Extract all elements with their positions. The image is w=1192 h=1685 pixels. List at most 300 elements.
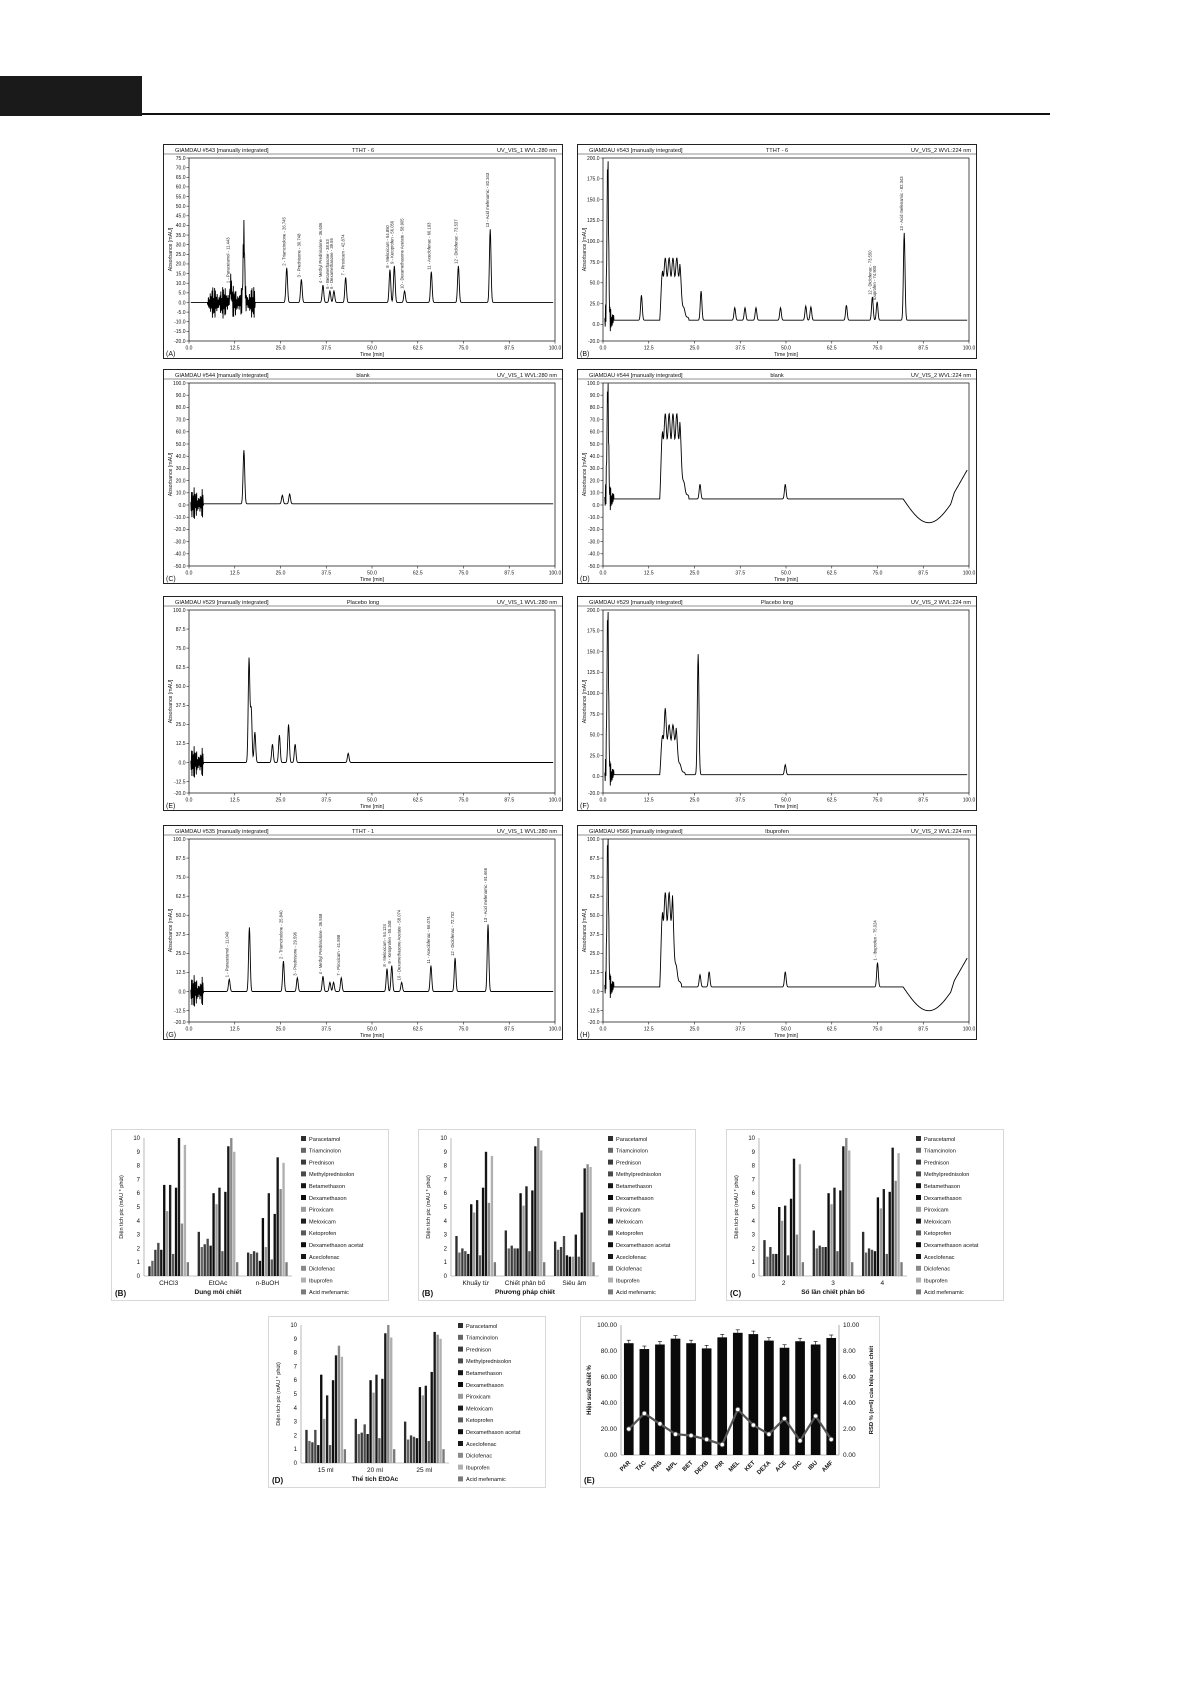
legend-label: Prednison [924, 1160, 950, 1167]
y-tick-label: 37.5 [175, 932, 186, 939]
bar [516, 1248, 518, 1276]
x-category-label: Siêu âm [562, 1280, 587, 1287]
bar-chart-svg [112, 1130, 388, 1300]
bar [889, 1192, 891, 1276]
y-tick-label: 9 [751, 1149, 755, 1156]
legend-label: Dexamethason acetat [309, 1243, 364, 1249]
y-right-tick-label: 10.00 [843, 1322, 860, 1329]
bar-chart-solvent [111, 1129, 389, 1301]
legend-swatch [916, 1254, 921, 1259]
x-axis-title: Thể tích EtOAc [351, 1476, 399, 1483]
bar [259, 1261, 261, 1276]
y-tick-label: 60.0 [175, 184, 186, 191]
y-tick-label: -20.0 [588, 338, 600, 345]
y-tick-label: 62.5 [589, 893, 600, 900]
x-tick-label: 37.5 [321, 570, 332, 577]
bar [494, 1262, 496, 1276]
bar [464, 1251, 466, 1276]
bar [781, 1221, 783, 1276]
y-tick-label: 25.0 [175, 252, 186, 259]
legend-label: Triamcinolon [616, 1148, 648, 1155]
legend-label: Betamethason [616, 1184, 653, 1190]
legend-label: Piroxicam [616, 1207, 641, 1214]
bar [151, 1261, 153, 1276]
legend-swatch [608, 1183, 613, 1188]
legend-swatch [458, 1476, 463, 1481]
x-tick-label: 75.0 [872, 1026, 883, 1033]
legend-label: Betamethason [466, 1371, 503, 1377]
y-tick-label: 80.0 [589, 405, 600, 412]
legend-swatch [608, 1278, 613, 1283]
bar [236, 1262, 238, 1276]
y-tick-label: 5.0 [178, 290, 186, 297]
legend-label: Prednison [309, 1160, 335, 1167]
y-tick-label: -20.0 [174, 1019, 186, 1026]
peak-label: 4 - Methyl Prednisolone - 36.558 [317, 913, 323, 975]
peak-label: 7 - Piroxicam - 42.874 [340, 234, 346, 276]
legend-swatch [458, 1382, 463, 1387]
x-tick-label: 87.5 [918, 797, 929, 804]
chromatogram-d [577, 369, 977, 584]
y-tick-label: 6 [293, 1378, 297, 1385]
bar [366, 1434, 368, 1463]
bar [848, 1150, 850, 1276]
bar [233, 1152, 235, 1276]
legend-swatch [608, 1195, 613, 1200]
bar [178, 1138, 180, 1276]
bar-chart-volume [268, 1316, 546, 1488]
x-tick-label: 87.5 [918, 345, 929, 352]
y-tick-label: 20.0 [175, 261, 186, 268]
x-tick-label: 12.5 [229, 1026, 240, 1033]
y-tick-label: 150.0 [586, 197, 600, 204]
bar [482, 1188, 484, 1276]
legend-label: Piroxicam [924, 1207, 949, 1214]
x-category-label: DIC [791, 1460, 804, 1472]
x-tick-label: 62.5 [826, 1026, 837, 1033]
x-tick-label: 50.0 [367, 570, 377, 577]
legend-label: Dexamethason acetat [924, 1243, 979, 1249]
y-tick-label: 100.0 [172, 607, 186, 614]
bar [332, 1380, 334, 1463]
bar [830, 1204, 832, 1276]
y-tick-label: 10 [748, 1136, 755, 1142]
legend-swatch [916, 1171, 921, 1176]
bar [778, 1207, 780, 1276]
yield-bar [624, 1343, 634, 1455]
x-tick-label: 0.0 [185, 345, 193, 352]
rsd-marker [782, 1416, 786, 1420]
rsd-marker [736, 1407, 740, 1411]
rsd-marker [627, 1427, 631, 1431]
bar [784, 1206, 786, 1276]
y-tick-label: 12.5 [589, 970, 600, 977]
bar [891, 1148, 893, 1276]
y-tick-label: 5 [751, 1205, 755, 1211]
legend-label: Betamethason [924, 1184, 961, 1190]
bar [209, 1246, 211, 1276]
bar [375, 1375, 377, 1463]
header-left: GIAMDAU #529 [manually integrated] [175, 600, 269, 606]
y-tick-label: 1 [751, 1260, 755, 1267]
y-tick-label: 100.0 [586, 380, 600, 387]
x-tick-label: 25.0 [689, 345, 700, 352]
panel-frame [578, 597, 977, 811]
yield-bar [749, 1334, 759, 1455]
legend-label: Ibuprofen [616, 1278, 640, 1285]
y-tick-label: 25.0 [589, 951, 600, 958]
x-tick-label: 12.5 [229, 570, 240, 577]
bar [763, 1240, 765, 1276]
bar [166, 1211, 168, 1276]
legend-label: Dexamethason [309, 1195, 347, 1202]
y-tick-label: 45.0 [175, 213, 186, 220]
y-tick-label: 0.0 [592, 502, 600, 509]
yield-bar [795, 1341, 805, 1455]
rsd-marker [767, 1432, 771, 1436]
y-left-tick-label: 60.00 [600, 1374, 617, 1381]
bar [851, 1262, 853, 1276]
panel-tag: (D) [580, 576, 590, 583]
legend-swatch [916, 1195, 921, 1200]
y-tick-label: 10.0 [175, 281, 186, 288]
y-tick-label: 0.0 [178, 502, 186, 509]
y-tick-label: 0 [136, 1274, 140, 1280]
y-tick-label: 87.5 [175, 626, 186, 633]
x-tick-label: 37.5 [735, 345, 746, 352]
bar [485, 1152, 487, 1276]
bar [198, 1232, 200, 1276]
legend-swatch [301, 1278, 306, 1283]
y-tick-label: 8 [751, 1163, 755, 1170]
legend-swatch [916, 1230, 921, 1235]
panel-frame [578, 145, 977, 359]
yield-bar [733, 1333, 743, 1455]
x-axis-label: Time [min] [773, 1033, 799, 1039]
y-tick-label: 50.0 [589, 732, 600, 739]
bar [250, 1254, 252, 1276]
y-tick-label: -12.5 [174, 779, 186, 786]
y-tick-label: 20.0 [589, 478, 600, 485]
bar [511, 1246, 513, 1276]
header-rule [142, 113, 1050, 115]
y-left-tick-label: 80.00 [600, 1348, 617, 1355]
legend-swatch [916, 1278, 921, 1283]
legend-swatch [608, 1254, 613, 1259]
panel-tag: (D) [272, 1476, 284, 1485]
panel-tag: (H) [580, 1032, 590, 1039]
y-tick-label: 175.0 [586, 176, 600, 183]
x-tick-label: 37.5 [321, 345, 332, 352]
peak-label: 5 - Betamethasone - 38.53 [324, 239, 330, 289]
bar [540, 1150, 542, 1276]
panel-tag: (C) [166, 576, 176, 583]
chromatogram-svg [163, 596, 563, 811]
y-tick-label: -50.0 [174, 563, 186, 570]
y-tick-label: 87.5 [175, 855, 186, 862]
bar [476, 1200, 478, 1276]
x-tick-label: 62.5 [826, 797, 837, 804]
y-tick-label: 25.0 [175, 722, 186, 729]
peak-label: 11 - Aceclofenac - 66.074 [425, 916, 431, 964]
legend-label: Ibuprofen [466, 1465, 490, 1472]
y-tick-label: 50.0 [175, 684, 186, 691]
bar [355, 1419, 357, 1463]
x-category-label: BET [681, 1460, 695, 1473]
y-tick-label: 6 [443, 1191, 447, 1198]
panel-frame [164, 370, 563, 584]
y-tick-label: 70.0 [589, 417, 600, 424]
x-tick-label: 25.0 [275, 570, 286, 577]
y-tick-label: 1 [443, 1260, 447, 1267]
combo-chart-svg [581, 1317, 879, 1487]
x-category-label: AMF [821, 1460, 835, 1474]
legend-swatch [301, 1195, 306, 1200]
legend-label: Diclofenac [466, 1453, 493, 1460]
y-tick-label: 7 [136, 1177, 140, 1184]
x-axis-label: Time [min] [359, 804, 385, 810]
chromatogram-svg [163, 825, 563, 1040]
rsd-marker [658, 1422, 662, 1426]
y-axis-label: Absorbance [mAU] [168, 908, 174, 953]
y-tick-label: -10.0 [174, 319, 186, 326]
x-tick-label: 50.0 [781, 1026, 791, 1033]
x-category-label: 2 [781, 1280, 786, 1287]
legend-swatch [301, 1254, 306, 1259]
legend-label: Ibuprofen [924, 1278, 948, 1285]
header-left: GIAMDAU #543 [manually integrated] [589, 148, 683, 154]
y-tick-label: -40.0 [588, 551, 600, 558]
y-tick-label: 100.0 [586, 836, 600, 843]
y-right-tick-label: 4.00 [843, 1400, 856, 1407]
bar [335, 1355, 337, 1463]
y-tick-label: 7 [293, 1364, 297, 1371]
bar [215, 1204, 217, 1276]
legend-label: Diclofenac [616, 1266, 643, 1273]
corner-black-tab [0, 76, 142, 116]
legend-swatch [916, 1148, 921, 1153]
peak-label: 8 - Meloxicam - 54.850 [384, 225, 390, 268]
legend-swatch [458, 1453, 463, 1458]
bar [578, 1257, 580, 1276]
peak-label: 3 - Prednisone - 29.596 [292, 932, 298, 976]
legend-label: Ketoprofen [616, 1231, 644, 1238]
combo-chart-yield-rsd [580, 1316, 880, 1488]
peak-label: 10 - Dexamethasone Acetate - 58.074 [396, 909, 402, 981]
x-axis-label: Time [min] [773, 352, 799, 358]
y-tick-label: -20.0 [588, 527, 600, 534]
bar [467, 1254, 469, 1276]
chromatogram-svg [577, 596, 977, 811]
bar [253, 1251, 255, 1276]
bar [169, 1185, 171, 1276]
bar [282, 1163, 284, 1276]
bar [204, 1244, 206, 1276]
y-tick-label: 0.0 [592, 774, 600, 781]
x-tick-label: 87.5 [918, 1026, 929, 1033]
x-tick-label: 50.0 [367, 797, 377, 804]
legend-swatch [301, 1148, 306, 1153]
y-tick-label: -5.0 [176, 309, 186, 316]
bar [824, 1247, 826, 1276]
legend-label: Acid mefenamic [616, 1290, 656, 1297]
x-tick-label: 75.0 [458, 797, 469, 804]
y-tick-label: 0.0 [178, 300, 186, 307]
bar [461, 1248, 463, 1276]
legend-swatch [608, 1160, 613, 1165]
x-category-label: PNS [650, 1460, 664, 1474]
x-tick-label: 87.5 [504, 570, 515, 577]
y-tick-label: 7 [443, 1177, 447, 1184]
y-tick-label: 8 [136, 1163, 140, 1170]
x-category-label: MPL [665, 1460, 679, 1474]
x-tick-label: 50.0 [781, 570, 791, 577]
header-right: UV_VIS_1 WVL:280 nm [496, 373, 557, 379]
y-tick-label: 5 [293, 1392, 297, 1398]
y-tick-label: 0.0 [178, 760, 186, 767]
bar [416, 1438, 418, 1463]
y-tick-label: -20.0 [174, 338, 186, 345]
bar [308, 1441, 310, 1463]
y-tick-label: 75.0 [175, 874, 186, 881]
bar-chart-svg [419, 1130, 695, 1300]
x-tick-label: 100.0 [548, 570, 562, 577]
header-mid: TTHT - 1 [351, 829, 375, 835]
y-tick-label: 2 [443, 1246, 447, 1253]
y-tick-label: -40.0 [174, 551, 186, 558]
legend-label: Piroxicam [466, 1394, 491, 1401]
bar [439, 1339, 441, 1463]
bar [589, 1167, 591, 1276]
bar [522, 1206, 524, 1276]
x-category-label: DEXA [756, 1460, 773, 1477]
y-tick-label: 90.0 [175, 393, 186, 399]
y-tick-label: 50.0 [175, 203, 186, 210]
y-axis-label: Diện tích pic (mAU * phút) [276, 1362, 282, 1426]
rsd-marker [704, 1437, 708, 1441]
x-tick-label: 87.5 [504, 1026, 515, 1033]
y-tick-label: 40.0 [175, 223, 186, 230]
x-tick-label: 62.5 [826, 570, 837, 577]
y-tick-label: -20.0 [588, 790, 600, 797]
y-tick-label: 12.5 [175, 741, 186, 748]
bar [378, 1438, 380, 1463]
legend-swatch [608, 1148, 613, 1153]
bar [796, 1235, 798, 1276]
y-tick-label: 10 [290, 1323, 297, 1329]
legend-label: Ketoprofen [924, 1231, 952, 1238]
bar [442, 1449, 444, 1463]
legend-swatch [301, 1242, 306, 1247]
bar [326, 1395, 328, 1463]
peak-label: 12 - Diclofenac - 73.550 [867, 250, 873, 295]
legend-swatch [916, 1207, 921, 1212]
y-tick-label: 55.0 [175, 194, 186, 201]
header-mid: blank [356, 373, 370, 379]
legend-swatch [608, 1230, 613, 1235]
bar [172, 1254, 174, 1276]
peak-label: 8 - Meloxicam - 54.124 [382, 924, 388, 967]
y-left-tick-label: 0.00 [604, 1452, 617, 1459]
y-tick-label: -20.0 [174, 790, 186, 797]
x-category-label: CHCl3 [159, 1280, 179, 1287]
bar [787, 1255, 789, 1276]
bar [543, 1262, 545, 1276]
bar [772, 1254, 774, 1276]
bar [181, 1224, 183, 1276]
bar [381, 1379, 383, 1463]
bar [279, 1189, 281, 1276]
y-axis-label: Diện tích pic (mAU * phút) [119, 1175, 125, 1239]
header-right: UV_VIS_2 WVL:224 nm [910, 373, 971, 379]
bar [790, 1199, 792, 1276]
legend-label: Methylprednisolon [466, 1359, 512, 1366]
bar [311, 1442, 313, 1463]
y-tick-label: 3 [751, 1232, 755, 1239]
yield-bar [655, 1345, 665, 1456]
y-tick-label: 50.0 [175, 913, 186, 920]
header-mid: Ibuprofen [765, 829, 789, 835]
legend-swatch [458, 1370, 463, 1375]
bar [775, 1254, 777, 1276]
y-tick-label: 3 [136, 1232, 140, 1239]
y-tick-label: 15.0 [175, 271, 186, 278]
bar [160, 1250, 162, 1276]
y-tick-label: 0.0 [592, 322, 600, 329]
legend-label: Dexamethason [924, 1195, 962, 1202]
bar [317, 1445, 319, 1463]
peak-label: Ibuprofen - 74.900 [872, 265, 878, 300]
x-category-label: 25 ml [416, 1467, 433, 1474]
bar [566, 1255, 568, 1276]
x-tick-label: 0.0 [185, 570, 193, 577]
bar [557, 1250, 559, 1276]
bar [413, 1437, 415, 1463]
legend-swatch [301, 1289, 306, 1294]
x-tick-label: 87.5 [504, 797, 515, 804]
y-tick-label: 37.5 [175, 703, 186, 710]
y-tick-label: -30.0 [588, 539, 600, 546]
y-tick-label: 9 [136, 1149, 140, 1156]
x-category-label: 20 ml [367, 1467, 383, 1474]
bar [799, 1164, 801, 1276]
x-tick-label: 75.0 [872, 345, 883, 352]
x-tick-label: 0.0 [599, 570, 607, 577]
legend-label: Meloxicam [466, 1406, 493, 1413]
peak-label: 1 - Ibuprofen - 75.024 [872, 920, 878, 961]
bar [865, 1253, 867, 1276]
bar [247, 1253, 249, 1276]
legend-label: Triamcinolon [309, 1148, 341, 1155]
bar [572, 1257, 574, 1276]
y-right-tick-label: 2.00 [843, 1426, 856, 1433]
bar [513, 1248, 515, 1276]
legend-swatch [458, 1465, 463, 1470]
x-tick-label: 50.0 [781, 345, 791, 352]
x-tick-label: 100.0 [548, 1026, 562, 1033]
legend-label: Triamcinolon [466, 1335, 498, 1342]
bar [519, 1193, 521, 1276]
x-tick-label: 100.0 [962, 797, 976, 804]
legend-label: Paracetamol [466, 1323, 498, 1330]
header-left: GIAMDAU #529 [manually integrated] [589, 600, 683, 606]
bar [813, 1230, 815, 1276]
bar [845, 1138, 847, 1276]
bar [842, 1146, 844, 1276]
legend-label: Paracetamol [924, 1136, 956, 1143]
bar [341, 1357, 343, 1463]
y-tick-label: 10.0 [589, 490, 600, 497]
